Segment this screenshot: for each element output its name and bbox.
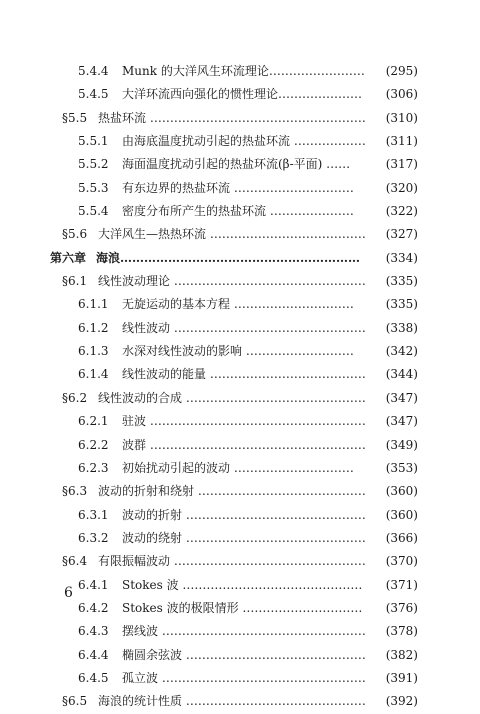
toc-entry-page: (320) [385,180,418,195]
toc-entry [0,410,480,433]
toc-entry-number: 6.2.1 [78,414,109,429]
toc-entry-title: Stokes 波 ……………………………………… [122,577,363,592]
toc-entry-number: §6.3 [62,484,88,499]
toc-entry-title: 波动的折射和绕射 …………………………………… [98,484,366,499]
toc-entry-title: 无旋运动的基本方程 ………………………… [122,297,354,312]
toc-entry-page: (360) [385,507,418,522]
toc-entry-page: (311) [385,134,418,149]
toc-entry [0,247,480,270]
toc-entry-title: 有限振幅波动 ………………………………………… [98,554,366,569]
toc-entry [0,107,480,130]
toc-entry-number: 5.4.5 [78,87,109,102]
toc-entry-number: §6.2 [62,390,88,405]
toc-entry-number: 5.5.2 [78,157,109,172]
toc-entry-number: 5.5.1 [78,134,109,149]
toc-entry-title: 波动的折射 ……………………………………… [122,507,366,522]
toc-entry-number: 5.5.4 [78,204,109,219]
toc-entry-title: 大洋风生—热热环流 ………………………………… [98,227,366,242]
toc-entry-number: §6.5 [62,694,88,709]
toc-entry-number: 6.2.2 [78,437,109,452]
toc-entry [0,644,480,667]
toc-entry-title: 孤立波 …………………………………………… [122,670,366,685]
toc-entry [0,293,480,316]
toc-entry [0,200,480,223]
toc-entry [0,387,480,410]
toc-entry-title: 线性波动理论 ………………………………………… [98,274,366,289]
toc-entry-number: 6.1.2 [78,320,109,335]
toc-entry [0,550,480,573]
toc-entry [0,270,480,293]
toc-entry-number: 6.3.2 [78,530,109,545]
toc-entry-page: (371) [385,577,418,592]
toc-entry [0,434,480,457]
toc-entry-number: 6.4.5 [78,670,109,685]
toc-entry-title: 线性波动的能量 ………………………………… [122,367,366,382]
toc-entry [0,620,480,643]
toc-entry-title: 海面温度扰动引起的热盐环流(β-平面) …… [122,157,351,172]
toc-entry-number: 5.5.3 [78,180,109,195]
toc-entry [0,340,480,363]
toc-entry-page: (295) [385,64,418,78]
toc-entry-number: 6.4.1 [78,577,109,592]
toc-entry-page: (327) [385,227,418,242]
toc-entry-page: (376) [385,600,418,615]
toc-entry [0,527,480,550]
toc-entry-page: (349) [385,437,418,452]
toc-entry-page: (353) [385,460,418,475]
toc-entry [0,83,480,106]
toc-entry-title: 波群 ……………………………………………… [122,437,366,452]
toc-entry-number: 6.4.4 [78,647,109,662]
toc-entry-number: 6.1.1 [78,297,109,312]
toc-entry-page: (378) [385,624,418,639]
toc-entry-number: §5.5 [62,110,88,125]
toc-entry-title: 线性波动的合成 ……………………………………… [98,390,366,405]
toc-entry [0,153,480,176]
toc-entry-number: §6.4 [62,554,88,569]
toc-entry-number: 第六章 [50,250,87,265]
toc-entry-page: (347) [385,390,418,405]
toc-entry [0,177,480,200]
toc-entry-page: (360) [385,484,418,499]
toc-entry-title: 波动的绕射 ……………………………………… [122,530,366,545]
toc-entry-page: (347) [385,414,418,429]
toc-entry-page: (334) [385,250,418,265]
toc-entry-title: Munk 的大洋风生环流理论…………………… [122,64,365,78]
toc-entry-title: 大洋环流西向强化的惯性理论………………… [122,87,363,102]
toc-entry-number: 6.4.3 [78,624,109,639]
toc-entry-title: 密度分布所产生的热盐环流 ………………… [122,204,354,219]
toc-entry-page: (335) [385,297,418,312]
toc-entry-number: 6.3.1 [78,507,109,522]
toc-entry-title: 初始扰动引起的波动 ………………………… [122,460,354,475]
toc-entry-page: (370) [385,554,418,569]
toc-entry-page: (342) [385,344,418,359]
toc-entry-page: (317) [385,157,418,172]
toc-entry-number: 6.4.2 [78,600,109,615]
toc-entry-title: 热盐环流 ……………………………………………… [98,110,366,125]
toc-entry-number: 6.1.3 [78,344,109,359]
toc-entry-page: (322) [385,204,418,219]
toc-entry-title: 由海底温度扰动引起的热盐环流 ……………… [122,134,366,149]
toc-entry-page: (310) [385,110,418,125]
toc-entry-title: 海浪…………………………………………………… [96,250,361,265]
toc-entry [0,223,480,246]
toc-entry-title: 海浪的统计性质 ……………………………………… [98,694,366,709]
toc-entry-number: 6.1.4 [78,367,109,382]
toc-entry-page: (306) [385,87,418,102]
toc-entry-title: 水深对线性波动的影响 ……………………… [122,344,354,359]
toc-entry [0,317,480,340]
toc-entry [0,130,480,153]
toc-entry [0,457,480,480]
toc-entry-title: 椭圆余弦波 ……………………………………… [122,647,366,662]
page-number: 6 [64,585,73,601]
toc-entry-title: 有东边界的热盐环流 ………………………… [122,180,354,195]
toc-entry [0,60,480,83]
toc-entry-number: §6.1 [62,274,88,289]
toc-entry-page: (382) [385,647,418,662]
toc-entry [0,690,480,713]
toc-entry-title: 线性波动 ………………………………………… [122,320,366,335]
toc-entry [0,667,480,690]
toc-entry [0,504,480,527]
toc-entry-page: (392) [385,694,418,709]
toc-entry-page: (344) [385,367,418,382]
toc-entry-number: §5.6 [62,227,88,242]
toc-entry-number: 6.2.3 [78,460,109,475]
toc-entry-title: 摆线波 …………………………………………… [122,624,366,639]
toc-entry-page: (338) [385,320,418,335]
table-of-contents [0,60,480,714]
toc-entry [0,363,480,386]
toc-entry-number: 5.4.4 [78,64,109,78]
toc-entry-page: (366) [385,530,418,545]
toc-entry-page: (391) [385,670,418,685]
toc-entry-page: (335) [385,274,418,289]
toc-entry-title: 驻波 ……………………………………………… [122,414,366,429]
toc-entry [0,480,480,503]
toc-entry-title: Stokes 波的极限情形 ………………………… [122,600,363,615]
